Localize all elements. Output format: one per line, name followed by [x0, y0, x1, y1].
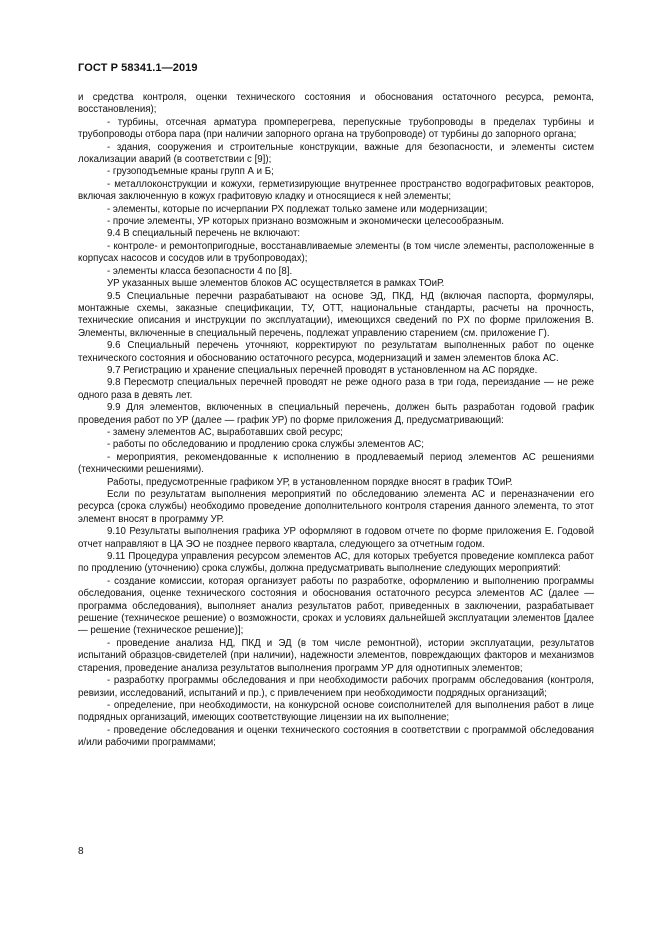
list-item: - элементы, которые по исчерпании РХ подлежат только замене или модернизации;	[107, 203, 488, 215]
page-number: 8	[78, 846, 84, 857]
section-9-8: 9.8 Пересмотр специальных перечней проводят не реже одного раза в три года, переиздание — не реже одного раза в девять лет.	[78, 377, 594, 401]
paragraph: УР указанных выше элементов блоков АС осуществляется в рамках ТОиР.	[107, 278, 445, 290]
document-header-id: ГОСТ Р 58341.1—2019	[78, 62, 198, 74]
list-item: - здания, сооружения и строительные конструкции, важные для безопасности, и элементы систем локализации аварий (в соответствии с [9]);	[78, 141, 594, 166]
list-item: - определение, при необходимости, на конкурсной основе соисполнителей для выполнения работ в лице подрядных организаций, имеющих соответствующие лицензии на их выполнение;	[78, 699, 594, 724]
section-9-4: 9.4 В специальный перечень не включают:	[107, 228, 301, 240]
list-item: - разработку программы обследования и при необходимости рабочих программ обследования (контроля, ревизии, исследований, испытаний и пр.), с привлечением при необходимости подрядных организаций;	[78, 675, 594, 699]
list-item: - проведение анализа НД, ПКД и ЭД (в том числе ремонтной), истории эксплуатации, результатов испытаний образцов-свидетелей (при наличии), надежности элементов, повреждающих факторов и механизмов старения, проведение анализа результатов выполнения программ УР для однотипных элементов;	[78, 637, 594, 674]
list-item: - проведение обследования и оценки технического состояния в соответствии с программой обследования и/или рабочими программами;	[78, 724, 594, 749]
body-text	[78, 92, 594, 750]
section-9-7: 9.7 Регистрацию и хранение специальных перечней проводят в установленном на АС порядке.	[107, 364, 538, 376]
list-item: - прочие элементы, УР которых признано возможным и экономически целесообразным.	[107, 216, 504, 228]
paragraph: Работы, предусмотренные графиком УР, в установленном порядке вносят в график ТОиР.	[107, 476, 513, 488]
list-item: - металлоконструкции и кожухи, герметизирующие внутреннее пространство водографитовых реакторов, включая заключенную в кожух графитовую кладку и относящиеся к ней элементы;	[78, 178, 594, 203]
paragraph: Если по результатам выполнения мероприятий по обследованию элемента АС и переназначении его ресурса (срока службы) необходимо проведение дополнительного контроля старения данного элемента, то этот элемент вносят в программу УР.	[78, 489, 594, 525]
section-9-9: 9.9 Для элементов, включенных в специальный перечень, должен быть разработан годовой график проведения работ по УР (далее — график УР) по форме приложения Д, предусматривающий:	[78, 402, 594, 426]
list-item: - элементы класса безопасности 4 по [8].	[107, 265, 293, 277]
paragraph: и средства контроля, оценки технического состояния и обоснования остаточного ресурса, ремонта, восстановления);	[78, 92, 594, 116]
section-9-6: 9.6 Специальный перечень уточняют, корректируют по результатам выполненных работ по оценке технического состояния и обоснованию остаточного ресурса, модернизаций и замен элементов блока АС.	[78, 340, 594, 364]
list-item: - грузоподъемные краны групп А и Б;	[107, 166, 274, 178]
list-item: - мероприятия, рекомендованные к исполнению в продлеваемый период элементов АС решениями (техническими решениями).	[78, 451, 594, 476]
list-item: - турбины, отсечная арматура промперегрева, перепускные трубопроводы в пределах турбины и трубопроводы отбора пара (при наличии запорного органа на трубопроводе) от турбины до запорного органа;	[78, 116, 594, 141]
list-item: - создание комиссии, которая организует работы по разработке, оформлению и выполнению программы обследования, оценке технического состояния и обоснования остаточного ресурса элементов АС (далее — программа обследования), выполняет анализ результатов работ, приведенных в заключении, разрабатывает решение (техническое решение) о возможности, сроках и условиях дальнейшей эксплуатации элементов [далее — решение (техническое решение)];	[78, 575, 594, 637]
list-item: - замену элементов АС, выработавших свой ресурс;	[107, 426, 343, 438]
section-9-5: 9.5 Специальные перечни разрабатывают на основе ЭД, ПКД, НД (включая паспорта, формуляры, монтажные схемы, заказные спецификации, ТУ, ОТТ, национальные стандарты, расчеты на прочность, технические описания и инструкции по эксплуатации), имеющихся сведений по РХ по форме приложения В. Элементы, включенные в специальный перечень, подлежат управлению старением (см. приложение Г).	[78, 290, 594, 339]
list-item: - контроле- и ремонтопригодные, восстанавливаемые элементы (в том числе элементы, расположенные в корпусах насосов и сосудов или в трубопроводах);	[78, 240, 594, 265]
list-item: - работы по обследованию и продлению срока службы элементов АС;	[107, 439, 424, 451]
section-9-11: 9.11 Процедура управления ресурсом элементов АС, для которых требуется проведение комплекса работ по продлению (уточнению) срока службы, должна предусматривать выполнение следующих мероприятий:	[78, 551, 594, 575]
section-9-10: 9.10 Результаты выполнения графика УР оформляют в годовом отчете по форме приложения Е. Годовой отчет направляют в ЦА ЭО не позднее первого квартала, следующего за отчетным годом.	[78, 526, 594, 550]
